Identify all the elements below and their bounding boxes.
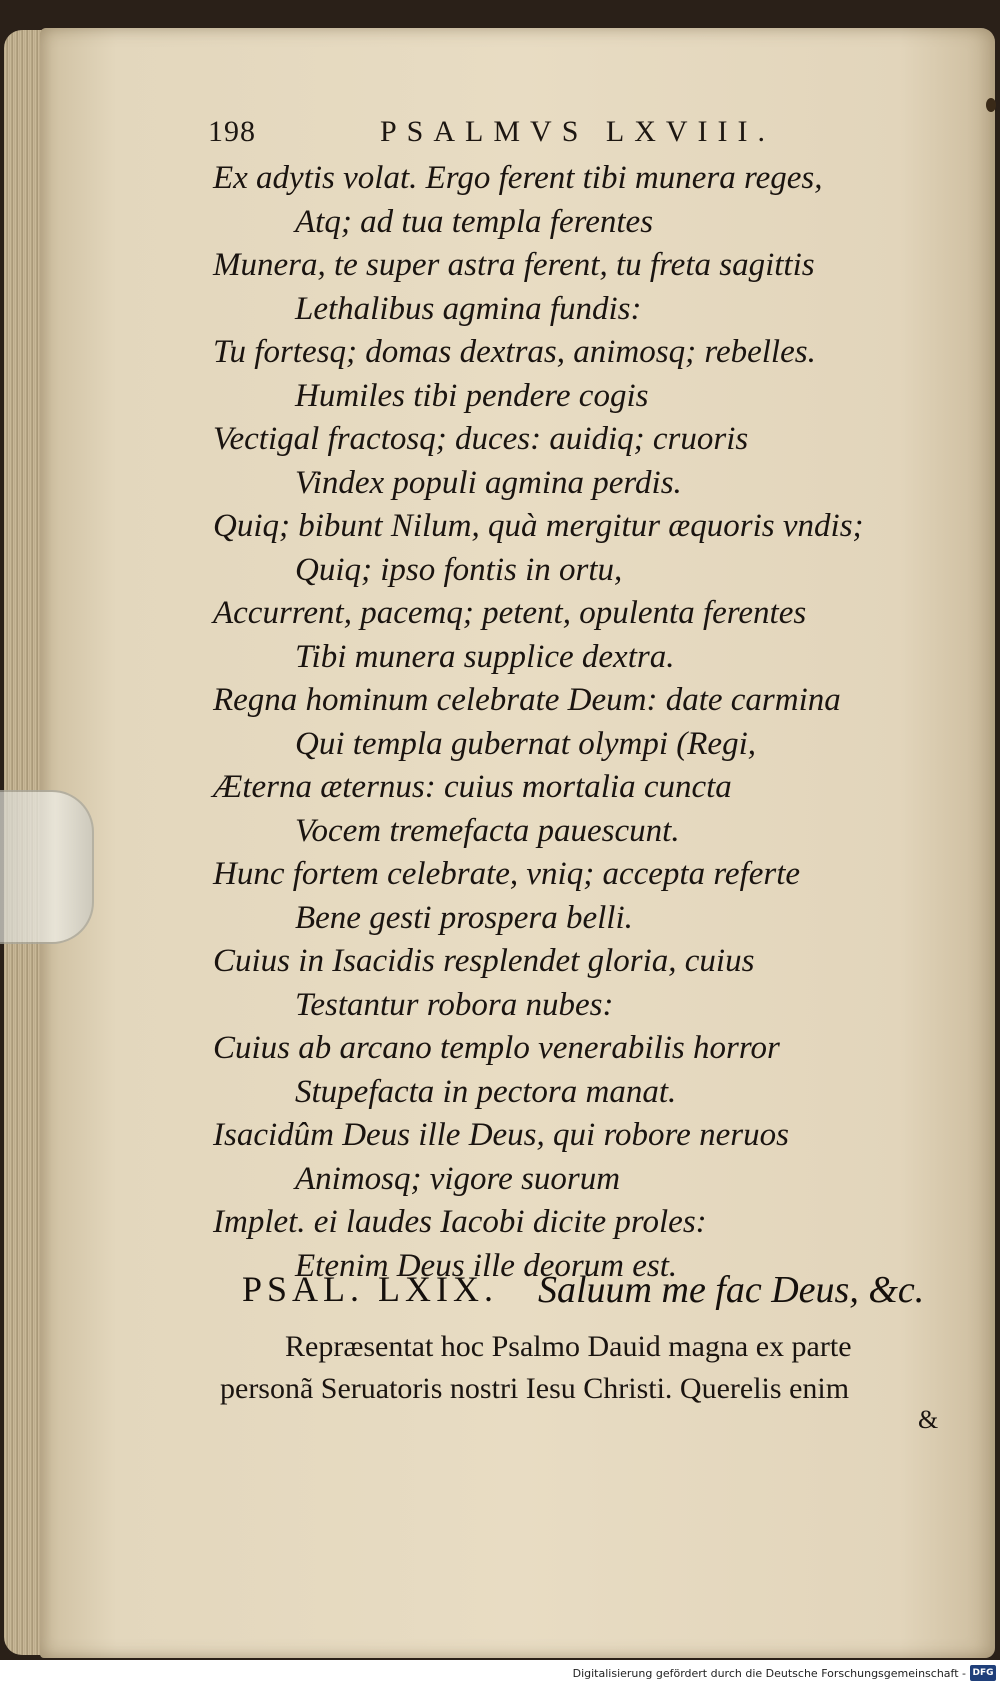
- verse-line: Animosq; vigore suorum: [295, 1161, 621, 1197]
- verse-line: Implet. ei laudes Iacobi dicite proles:: [213, 1204, 707, 1240]
- rubric-number: PSAL. LXIX.: [242, 1269, 499, 1309]
- page-number: 198: [208, 115, 256, 148]
- catchword: &: [918, 1405, 939, 1434]
- verse-line: Testantur robora nubes:: [295, 987, 614, 1023]
- verse-line: Vocem tremefacta pauescunt.: [295, 813, 680, 849]
- running-head: [0, 115, 1000, 155]
- verse-line: Stupefacta in pectora manat.: [295, 1074, 677, 1110]
- verse-line: Hunc fortem celebrate, vniq; accepta referte: [213, 856, 801, 892]
- verse-line: Qui templa gubernat olympi (Regi,: [295, 726, 757, 762]
- verse-line: Ex adytis volat. Ergo ferent tibi munera reges,: [213, 160, 823, 196]
- verse-line: Tu fortesq; domas dextras, animosq; rebelles.: [213, 334, 816, 370]
- page-clip: [0, 790, 94, 944]
- verse-line: Regna hominum celebrate Deum: date carmina: [213, 682, 841, 718]
- verse-line: Cuius ab arcano templo venerabilis horror: [213, 1030, 780, 1066]
- verse-line: Quiq; bibunt Nilum, quà mergitur æquoris vndis;: [213, 508, 864, 544]
- digitization-footer: [0, 1660, 1000, 1690]
- verse-line: Cuius in Isacidis resplendet gloria, cuius: [213, 943, 755, 979]
- verse-line: Accurrent, pacemq; petent, opulenta ferentes: [213, 595, 807, 631]
- verse-line: Vectigal fractosq; duces: auidiq; cruoris: [213, 421, 749, 457]
- rubric-incipit: Saluum me fac Deus, &c.: [538, 1269, 925, 1311]
- verse-line: Munera, te super astra ferent, tu freta sagittis: [213, 247, 815, 283]
- prose-line: personã Seruatoris nostri Iesu Christi. Querelis enim: [220, 1372, 850, 1405]
- verse-line: Atq; ad tua templa ferentes: [295, 204, 654, 240]
- verse-line: Isacidûm Deus ille Deus, qui robore neruos: [213, 1117, 789, 1153]
- verse-line: Lethalibus agmina fundis:: [295, 291, 642, 327]
- verse-line: Vindex populi agmina perdis.: [295, 465, 682, 501]
- verse-line: Tibi munera supplice dextra.: [295, 639, 675, 675]
- dfg-logo: DFG: [970, 1665, 996, 1681]
- footer-credit: Digitalisierung gefördert durch die Deutsche Forschungsgemeinschaft -: [572, 1667, 966, 1680]
- ink-spot: [986, 98, 996, 112]
- prose-line: Repræsentat hoc Psalmo Dauid magna ex parte: [285, 1330, 852, 1363]
- verse-line: Humiles tibi pendere cogis: [295, 378, 649, 414]
- psalm-rubric: [0, 1268, 1000, 1318]
- psalm-heading: PSALMVS LXVIII.: [380, 115, 776, 148]
- verse-line: Quiq; ipso fontis in ortu,: [295, 552, 623, 588]
- verse-line: Bene gesti prospera belli.: [295, 900, 633, 936]
- verse-line: Æterna æternus: cuius mortalia cuncta: [213, 769, 732, 805]
- verse-line: Etenim Deus ille deorum est.: [295, 1248, 678, 1284]
